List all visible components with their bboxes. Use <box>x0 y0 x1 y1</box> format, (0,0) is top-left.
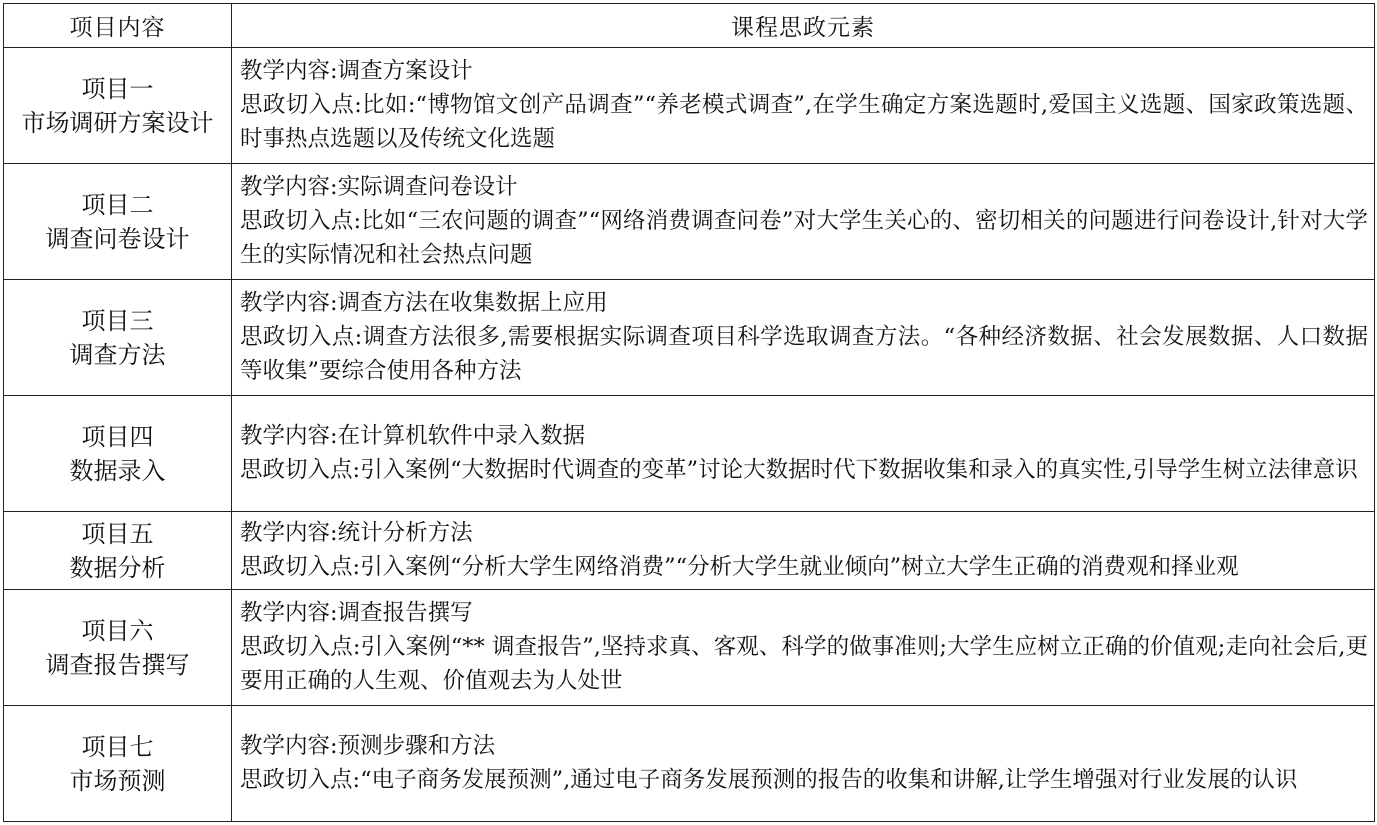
table-row <box>4 512 1375 590</box>
teaching-content: 教学内容:统计分析方法 <box>240 519 473 546</box>
ideology-entry-point: 思政切入点:引入案例“大数据时代调查的变革”讨论大数据时代下数据收集和录入的真实性,引导学生树立法律意识 <box>240 456 1358 483</box>
project-number: 项目二 <box>81 190 154 219</box>
table-row <box>4 164 1375 280</box>
project-number: 项目七 <box>81 732 154 761</box>
table-row <box>4 280 1375 396</box>
ideology-cell <box>232 280 1375 396</box>
ideology-cell <box>232 396 1375 512</box>
teaching-content: 教学内容:调查方法在收集数据上应用 <box>240 289 608 316</box>
teaching-content: 教学内容:调查报告撰写 <box>240 599 473 626</box>
project-name: 数据录入 <box>69 456 166 485</box>
project-number: 项目五 <box>81 519 154 548</box>
project-name: 调查问卷设计 <box>45 224 190 253</box>
project-name: 数据分析 <box>69 553 166 582</box>
project-cell <box>4 590 232 706</box>
ideology-entry-point: 思政切入点:比如:“博物馆文创产品调查”“养老模式调查”,在学生确定方案选题时,爱国主义选题、国家政策选题、时事热点选题以及传统文化选题 <box>240 91 1368 152</box>
teaching-content: 教学内容:实际调查问卷设计 <box>240 173 518 200</box>
ideology-cell <box>232 48 1375 164</box>
ideology-entry-point: 思政切入点:比如“三农问题的调查”“网络消费调查问卷”对大学生关心的、密切相关的问题进行问卷设计,针对大学生的实际情况和社会热点问题 <box>240 207 1368 268</box>
project-cell <box>4 280 232 396</box>
project-cell <box>4 48 232 164</box>
table-header-row <box>4 4 1375 48</box>
project-number: 项目三 <box>81 306 154 335</box>
project-name: 市场调研方案设计 <box>21 108 214 137</box>
project-name: 调查方法 <box>69 340 166 369</box>
teaching-content: 教学内容:预测步骤和方法 <box>240 732 496 759</box>
project-cell <box>4 164 232 280</box>
table-row <box>4 396 1375 512</box>
ideology-cell <box>232 590 1375 706</box>
project-number: 项目四 <box>81 422 154 451</box>
project-cell <box>4 706 232 822</box>
table-row <box>4 590 1375 706</box>
ideology-cell <box>232 706 1375 822</box>
project-number: 项目六 <box>81 616 154 645</box>
teaching-content: 教学内容:在计算机软件中录入数据 <box>240 422 586 449</box>
curriculum-ideology-table <box>3 3 1375 822</box>
project-name: 调查报告撰写 <box>45 650 190 679</box>
header-ideology-elements: 课程思政元素 <box>232 4 1375 48</box>
ideology-entry-point: 思政切入点:引入案例“** 调查报告”,坚持求真、客观、科学的做事准则;大学生应树立正确的价值观;走向社会后,更要用正确的人生观、价值观去为人处世 <box>240 633 1368 694</box>
ideology-cell <box>232 512 1375 590</box>
project-name: 市场预测 <box>69 766 166 795</box>
ideology-entry-point: 思政切入点:“电子商务发展预测”,通过电子商务发展预测的报告的收集和讲解,让学生增强对行业发展的认识 <box>240 766 1298 793</box>
header-project-content: 项目内容 <box>4 4 232 48</box>
project-cell <box>4 512 232 590</box>
project-cell <box>4 396 232 512</box>
table-row <box>4 706 1375 822</box>
ideology-entry-point: 思政切入点:调查方法很多,需要根据实际调查项目科学选取调查方法。“各种经济数据、社会发展数据、人口数据等收集”要综合使用各种方法 <box>240 323 1368 384</box>
table-row <box>4 48 1375 164</box>
ideology-entry-point: 思政切入点:引入案例“分析大学生网络消费”“分析大学生就业倾向”树立大学生正确的消费观和择业观 <box>240 553 1239 580</box>
teaching-content: 教学内容:调查方案设计 <box>240 57 473 84</box>
ideology-cell <box>232 164 1375 280</box>
project-number: 项目一 <box>81 74 154 103</box>
